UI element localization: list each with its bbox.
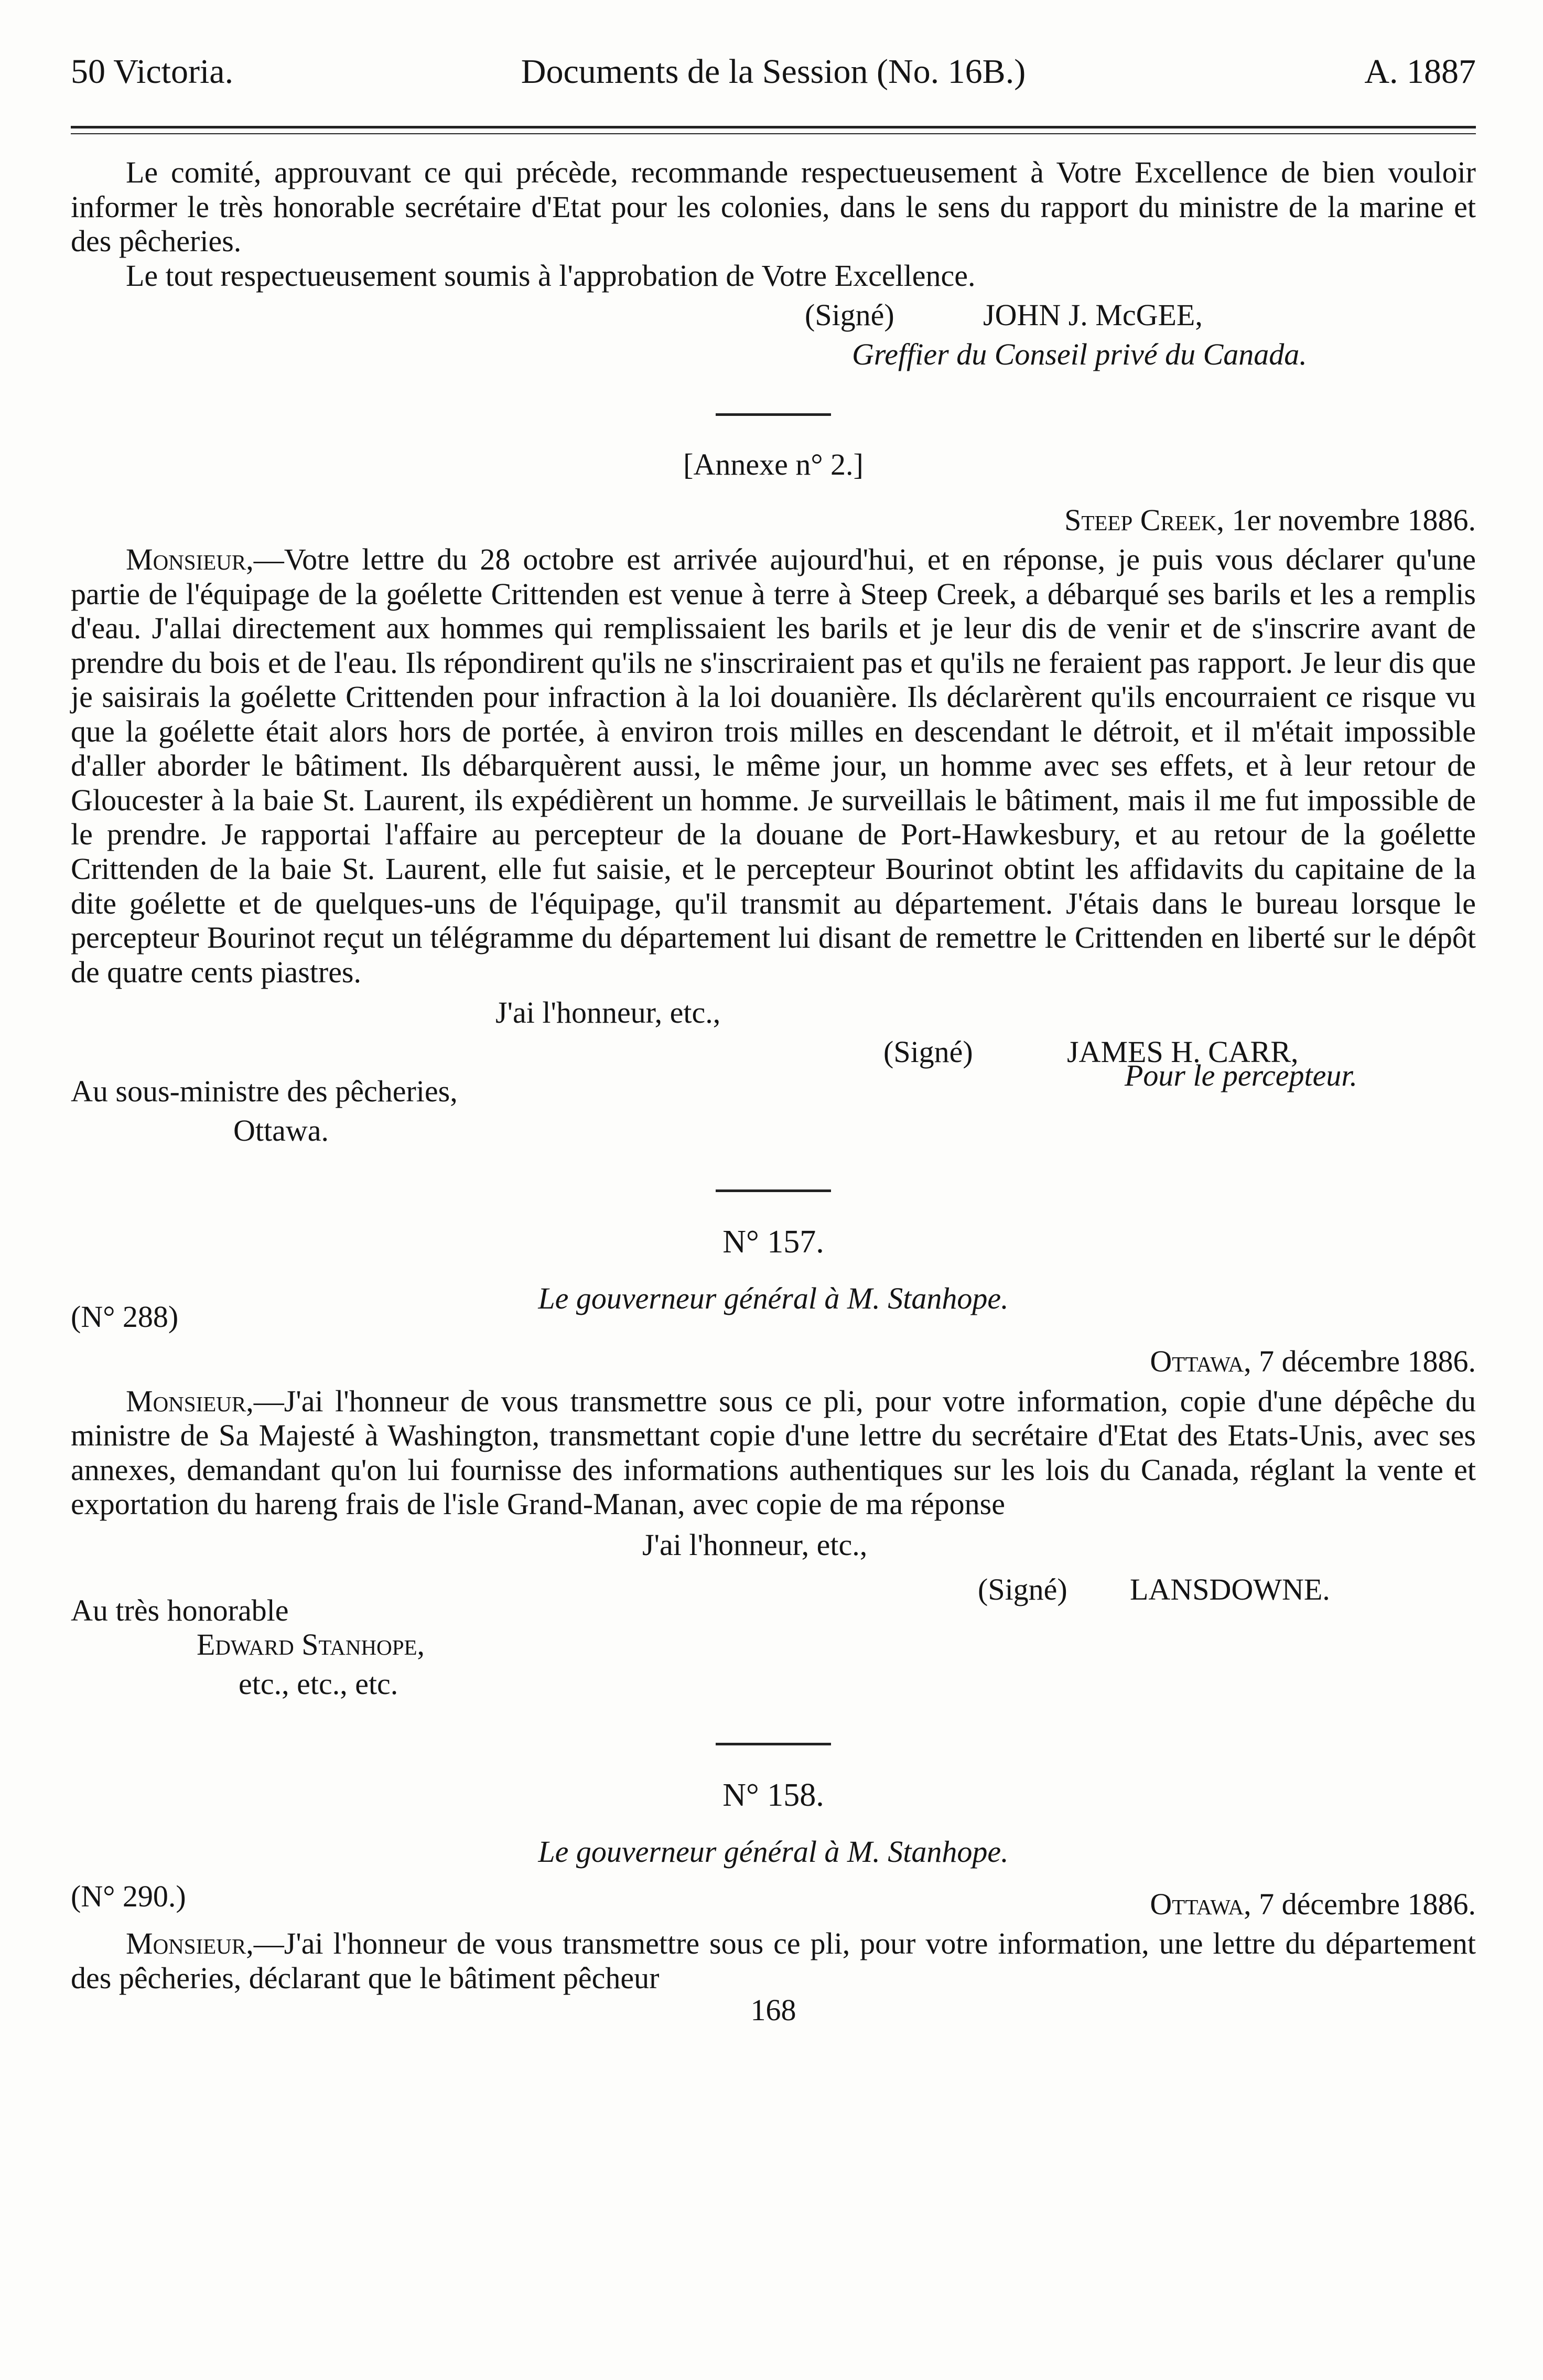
annex-date: 1er novembre 1886. [1232, 502, 1476, 537]
doc157-place: Ottawa, [1150, 1344, 1251, 1379]
section-rule [716, 1189, 831, 1192]
header-left: 50 Victoria. [71, 52, 234, 91]
doc157-closing-row [71, 1528, 1476, 1567]
document-page [71, 52, 1476, 2028]
signatory-name: JOHN J. McGEE, [983, 298, 1203, 333]
annex-closing-row [71, 995, 1476, 1035]
annex-letter-body [71, 542, 1476, 989]
committee-paragraph: Le comité, approuvant ce qui précède, recommande respectueusement à Votre Excellence de bien vouloir informer le très honorable secrétaire d'Etat pour les colonies, dans le sens du rapport du ministre de la marine et des pêcheries. [71, 155, 1476, 259]
page-header [71, 52, 1476, 110]
submission-paragraph: Le tout respectueusement soumis à l'approbation de Votre Excellence. [126, 258, 976, 293]
signatory-title-row [71, 337, 1476, 377]
doc157-number: N° 157. [722, 1224, 824, 1260]
doc157-body-text: —J'ai l'honneur de vous transmettre sous ce pli, pour votre information, copie d'une dépêche du ministre de Sa Majesté à Washington, transmettant copie d'une lettre du secrétaire d'Etat des Etats-Unis, avec ses annexes, demandant qu'on lui fournisse des informations authentiques sur les lois du Canada, réglant la vente et exportation du hareng frais de l'isle Grand-Manan, avec copie de ma réponse [71, 1384, 1476, 1521]
signatory-title: Greffier du Conseil privé du Canada. [852, 337, 1307, 372]
doc157-ref: (N° 288) [71, 1300, 179, 1334]
doc157-address-row-3 [71, 1667, 1476, 1706]
doc158-number: N° 158. [722, 1777, 824, 1813]
annex-signatory-title: Pour le percepteur. [1125, 1058, 1358, 1093]
annex-addressee-city: Ottawa. [233, 1113, 329, 1148]
doc158-ref-row [71, 1879, 1476, 1921]
annex-dateline [71, 503, 1476, 538]
annex-signatory-name: JAMES H. CARR, [1067, 1035, 1299, 1069]
doc158-date: 7 décembre 1886. [1259, 1887, 1476, 1922]
doc157-date: 7 décembre 1886. [1259, 1344, 1476, 1379]
section-rule [716, 1743, 831, 1745]
doc157-signatory-name: LANSDOWNE. [1130, 1572, 1330, 1606]
header-right: A. 1887 [1364, 52, 1476, 91]
page-number: 168 [750, 1993, 796, 2028]
doc157-address-row-2 [71, 1627, 1476, 1667]
section-rule [716, 413, 831, 416]
annex-closing: J'ai l'honneur, etc., [495, 995, 721, 1030]
annex-label: [Annexe n° 2.] [683, 447, 864, 482]
doc157-salutation: Monsieur, [126, 1384, 254, 1418]
signature-mcgee [71, 298, 1476, 337]
annex-body-text: —Votre lettre du 28 octobre est arrivée aujourd'hui, et en réponse, je puis vous déclarer qu'une partie de l'équipage de la goélette Crittenden est venue à terre à Steep Creek, a débarqué ses barils et les a remplis d'eau. J'allai directement aux hommes qui remplissaient les barils et je leur dis de venir et de s'inscrire avant de prendre du bois et de l'eau. Ils répondirent qu'ils ne s'inscriraient pas et qu'ils ne feraient pas rapport. Je leur dis que je saisirais la goélette Crittenden pour infraction à la loi douanière. Ils déclarèrent qu'ils encourraient ce risque vu que la goélette était alors hors de portée, à environ trois milles en descendant le détroit, et il m'était impossible d'aller aborder le bâtiment. Ils débarquèrent aussi, le même jour, un homme avec ses effets, et à leur retour de Gloucester à la baie St. Laurent, ils expédièrent un homme. Je surveillais le bâtiment, mais il me fut impossible de le prendre. Je rapportai l'affaire au percepteur de la douane de Port-Hawkesbury, et au retour de la goélette Crittenden de la baie St. Laurent, elle fut saisie, et le percepteur Bourinot obtint les affidavits du capitaine de la dite goélette et de quelques-uns de l'équipage, qu'il transmit au département. J'étais dans le bureau lorsque le percepteur Bourinot reçut un télégramme du département lui disant de remettre le Crittenden en liberté sur le dépôt de quatre cents piastres. [71, 542, 1476, 989]
doc157-heading-row [71, 1281, 1476, 1334]
annex-salutation: Monsieur, [126, 542, 254, 577]
doc157-dateline [71, 1344, 1476, 1379]
doc158-place: Ottawa, [1150, 1887, 1251, 1922]
doc157-letter-body [71, 1384, 1476, 1521]
doc158-salutation: Monsieur, [126, 1926, 254, 1961]
signed-label: (Signé) [805, 298, 894, 333]
doc157-addressee-1: Au très honorable [71, 1593, 289, 1627]
annex-signed-label: (Signé) [883, 1035, 973, 1069]
doc158-letter-body [71, 1926, 1476, 1995]
doc158-ref: (N° 290.) [71, 1879, 186, 1914]
doc157-signed-label: (Signé) [978, 1572, 1067, 1606]
doc158-body-text: —J'ai l'honneur de vous transmettre sous ce pli, pour votre information, une lettre du département des pêcheries, déclarant que le bâtiment pêcheur [71, 1926, 1476, 1995]
doc157-addressee-2: Edward Stanhope, [197, 1627, 425, 1661]
doc157-signature-row [71, 1572, 1476, 1627]
header-double-rule [71, 126, 1476, 134]
annex-address-row-1 [71, 1058, 1476, 1113]
doc157-closing: J'ai l'honneur, etc., [642, 1527, 868, 1562]
doc157-addressee-3: etc., etc., etc. [239, 1666, 398, 1701]
annex-addressee: Au sous-ministre des pêcheries, [71, 1074, 458, 1109]
doc157-heading: Le gouverneur général à M. Stanhope. [538, 1281, 1009, 1316]
header-center: Documents de la Session (No. 16B.) [521, 52, 1026, 91]
annex-place: Steep Creek, [1064, 502, 1225, 537]
doc158-heading: Le gouverneur général à M. Stanhope. [538, 1834, 1009, 1869]
annex-address-row-2 [71, 1113, 1476, 1153]
